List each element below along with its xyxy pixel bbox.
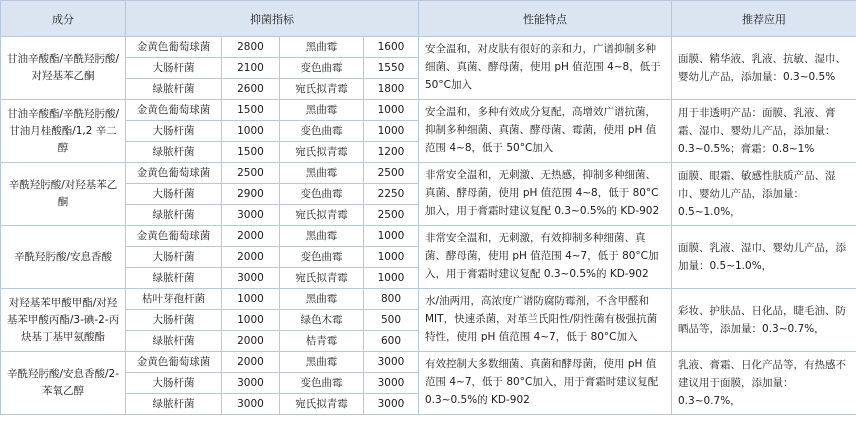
application-cell: 用于非透明产品：面膜、乳液、膏霜、湿巾、婴幼儿产品，添加量：0.3~0.5%；膏霜：0.8~1%: [672, 100, 856, 163]
fungi-value-cell: 1000: [364, 100, 419, 121]
fungi-strain-cell: 变色曲霉: [280, 373, 364, 394]
properties-cell: 安全温和，对皮肤有很好的亲和力，广谱抑制多种细菌、真菌、酵母菌，使用 pH 值范围 4~8，低于 50°C加入: [419, 37, 672, 100]
fungi-strain-cell: 宛氏拟青霉: [280, 394, 364, 415]
fungi-strain-cell: 宛氏拟青霉: [280, 205, 364, 226]
fungi-value-cell: 1000: [364, 247, 419, 268]
fungi-value-cell: 500: [364, 310, 419, 331]
fungi-value-cell: 1600: [364, 37, 419, 58]
bacteria-strain-cell: 绿脓杆菌: [126, 268, 222, 289]
fungi-strain-cell: 变色曲霉: [280, 184, 364, 205]
fungi-strain-cell: 黑曲霉: [280, 163, 364, 184]
header-ingredient: 成分: [1, 1, 126, 37]
application-cell: 乳液、膏霜、日化产品等，有热感不建议用于面膜，添加量：0.3~0.7%，: [672, 352, 856, 415]
fungi-value-cell: 1800: [364, 79, 419, 100]
fungi-strain-cell: 绿色木霉: [280, 310, 364, 331]
table-row: [1, 100, 856, 121]
fungi-value-cell: 800: [364, 289, 419, 310]
properties-cell: 非常安全温和，无刺激、无热感，抑制多种细菌、真菌、酵母菌，使用 pH 值范围 4~8，低于 80°C加入，用于膏霜时建议复配 0.3~0.5%的 KD-902: [419, 163, 672, 226]
ingredient-cell: 甘油辛酸酯/辛酰羟肟酸/甘油月桂酸酯/1,2 辛二醇: [1, 100, 126, 163]
ingredient-cell: 辛酰羟肟酸/安息香酸: [1, 226, 126, 289]
bacteria-strain-cell: 枯叶芽孢杆菌: [126, 289, 222, 310]
bacteria-strain-cell: 大肠杆菌: [126, 310, 222, 331]
bacteria-strain-cell: 绿脓杆菌: [126, 394, 222, 415]
ingredient-cell: 对羟基苯甲酸甲酯/对羟基苯甲酸丙酯/3-碘-2-丙炔基丁基甲氨酸酯: [1, 289, 126, 352]
table-row: [1, 352, 856, 373]
fungi-value-cell: 1000: [364, 121, 419, 142]
fungi-strain-cell: 变色曲霉: [280, 121, 364, 142]
application-cell: 面膜、精华液、乳液、抗敏、湿巾、婴幼儿产品，添加量：0.3~0.5%: [672, 37, 856, 100]
fungi-strain-cell: 宛氏拟青霉: [280, 79, 364, 100]
fungi-value-cell: 1000: [364, 226, 419, 247]
bacteria-strain-cell: 绿脓杆菌: [126, 142, 222, 163]
bacteria-value-cell: 2900: [222, 184, 280, 205]
properties-cell: 水/油两用，高浓度广谱防腐防霉剂，不含甲醛和 MIT，快速杀菌，对革兰氏阳性/阴性菌有极强抗菌特性，使用 pH 值范围 4~7，低于 80°C加入: [419, 289, 672, 352]
bacteria-strain-cell: 金黄色葡萄球菌: [126, 226, 222, 247]
fungi-strain-cell: 黑曲霉: [280, 100, 364, 121]
fungi-value-cell: 3000: [364, 352, 419, 373]
table-row: [1, 37, 856, 58]
fungi-strain-cell: 宛氏拟青霉: [280, 142, 364, 163]
properties-cell: 安全温和，多种有效成分复配，高增效广谱抗菌，抑制多种细菌、真菌、酵母菌、霉菌，使用 pH 值范围 4~8，低于 50°C加入: [419, 100, 672, 163]
properties-cell: 有效控制大多数细菌、真菌和酵母菌，使用 pH 值范围 4~7，低于 80°C加入，用于膏霜时建议复配 0.3~0.5%的 KD-902: [419, 352, 672, 415]
bacteria-strain-cell: 绿脓杆菌: [126, 79, 222, 100]
bacteria-strain-cell: 大肠杆菌: [126, 58, 222, 79]
bacteria-value-cell: 2100: [222, 58, 280, 79]
bacteria-value-cell: 3000: [222, 373, 280, 394]
application-cell: 面膜、眼霜、敏感性肤质产品、湿巾、婴幼儿产品，添加量：0.5~1.0%，: [672, 163, 856, 226]
bacteria-strain-cell: 金黄色葡萄球菌: [126, 352, 222, 373]
header-antibacterial: 抑菌指标: [126, 1, 419, 37]
table-row: [1, 289, 856, 310]
bacteria-value-cell: 3000: [222, 205, 280, 226]
bacteria-strain-cell: 绿脓杆菌: [126, 205, 222, 226]
bacteria-strain-cell: 金黄色葡萄球菌: [126, 163, 222, 184]
ingredient-cell: 辛酰羟肟酸/对羟基苯乙酮: [1, 163, 126, 226]
table-body: [1, 37, 856, 415]
ingredient-cell: 辛酰羟肟酸/安息香酸/2-苯氧乙醇: [1, 352, 126, 415]
bacteria-strain-cell: 大肠杆菌: [126, 373, 222, 394]
fungi-strain-cell: 变色曲霉: [280, 58, 364, 79]
bacteria-value-cell: 1500: [222, 142, 280, 163]
bacteria-value-cell: 2000: [222, 331, 280, 352]
bacteria-value-cell: 2600: [222, 79, 280, 100]
bacteria-value-cell: 3000: [222, 268, 280, 289]
bacteria-value-cell: 3000: [222, 394, 280, 415]
fungi-value-cell: 2250: [364, 184, 419, 205]
fungi-value-cell: 1000: [364, 268, 419, 289]
bacteria-strain-cell: 绿脓杆菌: [126, 331, 222, 352]
fungi-strain-cell: 黑曲霉: [280, 37, 364, 58]
fungi-strain-cell: 变色曲霉: [280, 247, 364, 268]
fungi-value-cell: 2500: [364, 205, 419, 226]
bacteria-strain-cell: 大肠杆菌: [126, 121, 222, 142]
bacteria-value-cell: 1500: [222, 100, 280, 121]
bacteria-value-cell: 2800: [222, 37, 280, 58]
table-row: [1, 163, 856, 184]
application-cell: 彩妆、护肤品、日化品，睫毛油、防晒品等，添加量：0.3~0.7%，: [672, 289, 856, 352]
bacteria-strain-cell: 大肠杆菌: [126, 184, 222, 205]
bacteria-value-cell: 2500: [222, 163, 280, 184]
bacteria-value-cell: 2000: [222, 352, 280, 373]
fungi-value-cell: 1550: [364, 58, 419, 79]
fungi-strain-cell: 桔青霉: [280, 331, 364, 352]
header-row: [1, 1, 856, 37]
fungi-value-cell: 3000: [364, 394, 419, 415]
header-application: 推荐应用: [672, 1, 856, 37]
fungi-value-cell: 3000: [364, 373, 419, 394]
bacteria-strain-cell: 金黄色葡萄球菌: [126, 37, 222, 58]
header-properties: 性能特点: [419, 1, 672, 37]
properties-cell: 非常安全温和，无刺激，有效抑制多种细菌、真菌、酵母菌，使用 pH 值范围 4~7，低于 80°C加入，用于膏霜时建议复配 0.3~0.5%的 KD-902: [419, 226, 672, 289]
fungi-value-cell: 2500: [364, 163, 419, 184]
bacteria-strain-cell: 大肠杆菌: [126, 247, 222, 268]
fungi-strain-cell: 黑曲霉: [280, 289, 364, 310]
bacteria-value-cell: 2000: [222, 226, 280, 247]
bacteria-value-cell: 1000: [222, 289, 280, 310]
fungi-strain-cell: 黑曲霉: [280, 352, 364, 373]
fungi-value-cell: 600: [364, 331, 419, 352]
ingredient-cell: 甘油辛酸酯/辛酰羟肟酸/对羟基苯乙酮: [1, 37, 126, 100]
fungi-strain-cell: 黑曲霉: [280, 226, 364, 247]
bacteria-value-cell: 2000: [222, 247, 280, 268]
table-row: [1, 226, 856, 247]
fungi-value-cell: 1200: [364, 142, 419, 163]
bacteria-value-cell: 1000: [222, 310, 280, 331]
bacteria-value-cell: 1000: [222, 121, 280, 142]
bacteria-strain-cell: 金黄色葡萄球菌: [126, 100, 222, 121]
application-cell: 面膜、乳液、湿巾、婴幼儿产品，添加量：0.5~1.0%，: [672, 226, 856, 289]
fungi-strain-cell: 宛氏拟青霉: [280, 268, 364, 289]
